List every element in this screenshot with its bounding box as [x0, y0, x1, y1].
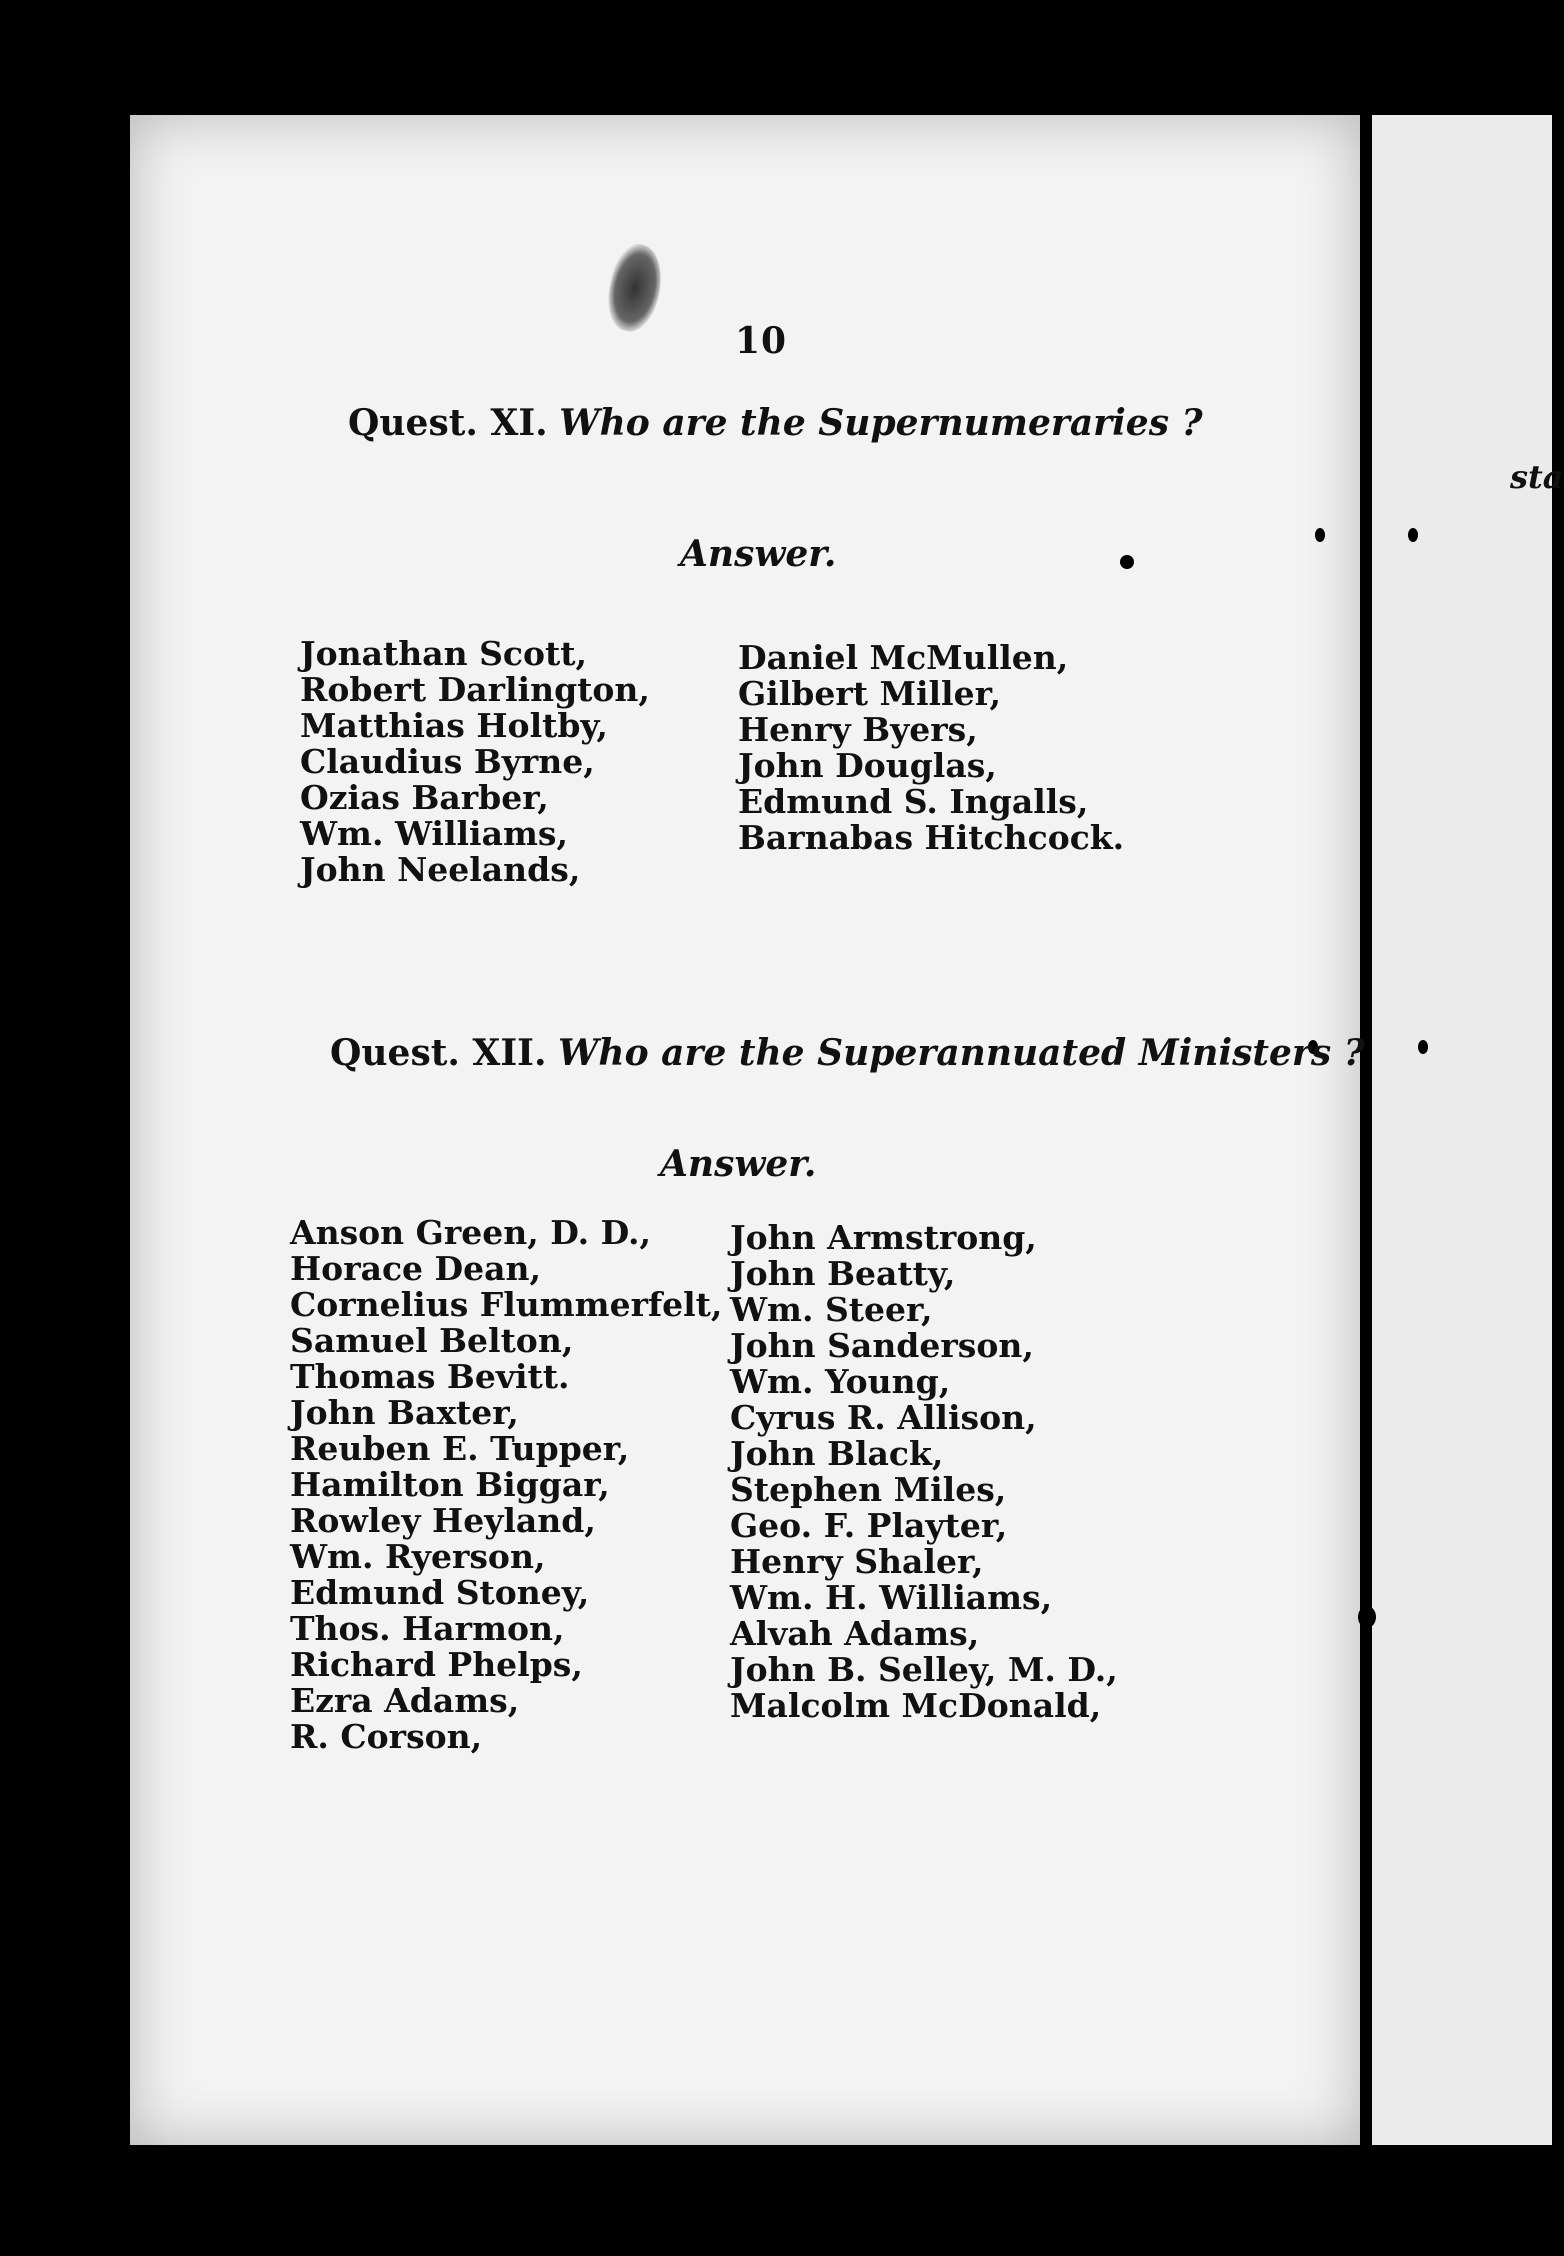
list-item: Daniel McMullen, [738, 638, 1069, 677]
list-item: Cornelius Flummerfelt, [290, 1285, 723, 1324]
list-item: John Black, [730, 1434, 944, 1473]
answer-heading: Answer. [680, 533, 837, 575]
list-item: John Sanderson, [730, 1326, 1034, 1365]
list-item: Claudius Byrne, [300, 742, 595, 781]
list-item: Edmund S. Ingalls, [738, 782, 1089, 821]
question-xi [348, 402, 1203, 444]
list-item: Jonathan Scott, [300, 634, 588, 673]
list-item: Henry Byers, [738, 710, 978, 749]
list-item: John Douglas, [738, 746, 997, 785]
list-item: Hamilton Biggar, [290, 1465, 610, 1504]
list-item: Barnabas Hitchcock. [738, 818, 1125, 857]
speck [1358, 1606, 1376, 1628]
list-item: Samuel Belton, [290, 1321, 574, 1360]
facing-page-edge [1372, 115, 1552, 2145]
list-item: John Neelands, [300, 850, 581, 889]
list-item: Geo. F. Playter, [730, 1506, 1008, 1545]
list-item: John B. Selley, M. D., [730, 1650, 1118, 1689]
list-item: Gilbert Miller, [738, 674, 1002, 713]
list-item: R. Corson, [290, 1717, 483, 1756]
speck [1418, 1040, 1428, 1054]
page-number: 10 [735, 320, 788, 362]
question-label: Quest. XI. [348, 402, 548, 444]
list-item: Henry Shaler, [730, 1542, 984, 1581]
question-text: Who are the Superannuated Ministers ? [558, 1032, 1365, 1074]
list-item: John Baxter, [290, 1393, 519, 1432]
list-item: Robert Darlington, [300, 670, 650, 709]
list-item: Cyrus R. Allison, [730, 1398, 1037, 1437]
list-item: Richard Phelps, [290, 1645, 583, 1684]
list-item: Wm. Young, [730, 1362, 951, 1401]
list-item: Stephen Miles, [730, 1470, 1007, 1509]
page-gutter [1362, 115, 1368, 2145]
list-item: John Armstrong, [730, 1218, 1037, 1257]
list-item: Malcolm McDonald, [730, 1686, 1102, 1725]
list-item: Horace Dean, [290, 1249, 542, 1288]
speck [1408, 528, 1418, 542]
question-xii [330, 1032, 1365, 1074]
list-item: Ozias Barber, [300, 778, 549, 817]
list-item: Reuben E. Tupper, [290, 1429, 630, 1468]
list-item: Matthias Holtby, [300, 706, 608, 745]
list-item: Rowley Heyland, [290, 1501, 596, 1540]
list-item: Edmund Stoney, [290, 1573, 590, 1612]
list-item: Wm. Steer, [730, 1290, 933, 1329]
question-text: Who are the Supernumeraries ? [559, 402, 1203, 444]
list-item: Ezra Adams, [290, 1681, 520, 1720]
list-item: Wm. H. Williams, [730, 1578, 1053, 1617]
names-column-right [738, 640, 1124, 856]
list-item: John Beatty, [730, 1254, 956, 1293]
list-item: Thos. Harmon, [290, 1609, 565, 1648]
list-item: Thomas Bevitt. [290, 1357, 570, 1396]
list-item: Wm. Ryerson, [290, 1537, 546, 1576]
facing-page-fragment: sta [1510, 458, 1564, 496]
list-item: Anson Green, D. D., [290, 1213, 652, 1252]
names-column-left [290, 1215, 722, 1755]
names-column-left [300, 636, 650, 888]
names-column-right [730, 1220, 1118, 1724]
list-item: Alvah Adams, [730, 1614, 980, 1653]
question-label: Quest. XII. [330, 1032, 547, 1074]
speck [1315, 528, 1325, 542]
list-item: Wm. Williams, [300, 814, 568, 853]
speck [1120, 555, 1134, 569]
answer-heading: Answer. [660, 1143, 817, 1185]
